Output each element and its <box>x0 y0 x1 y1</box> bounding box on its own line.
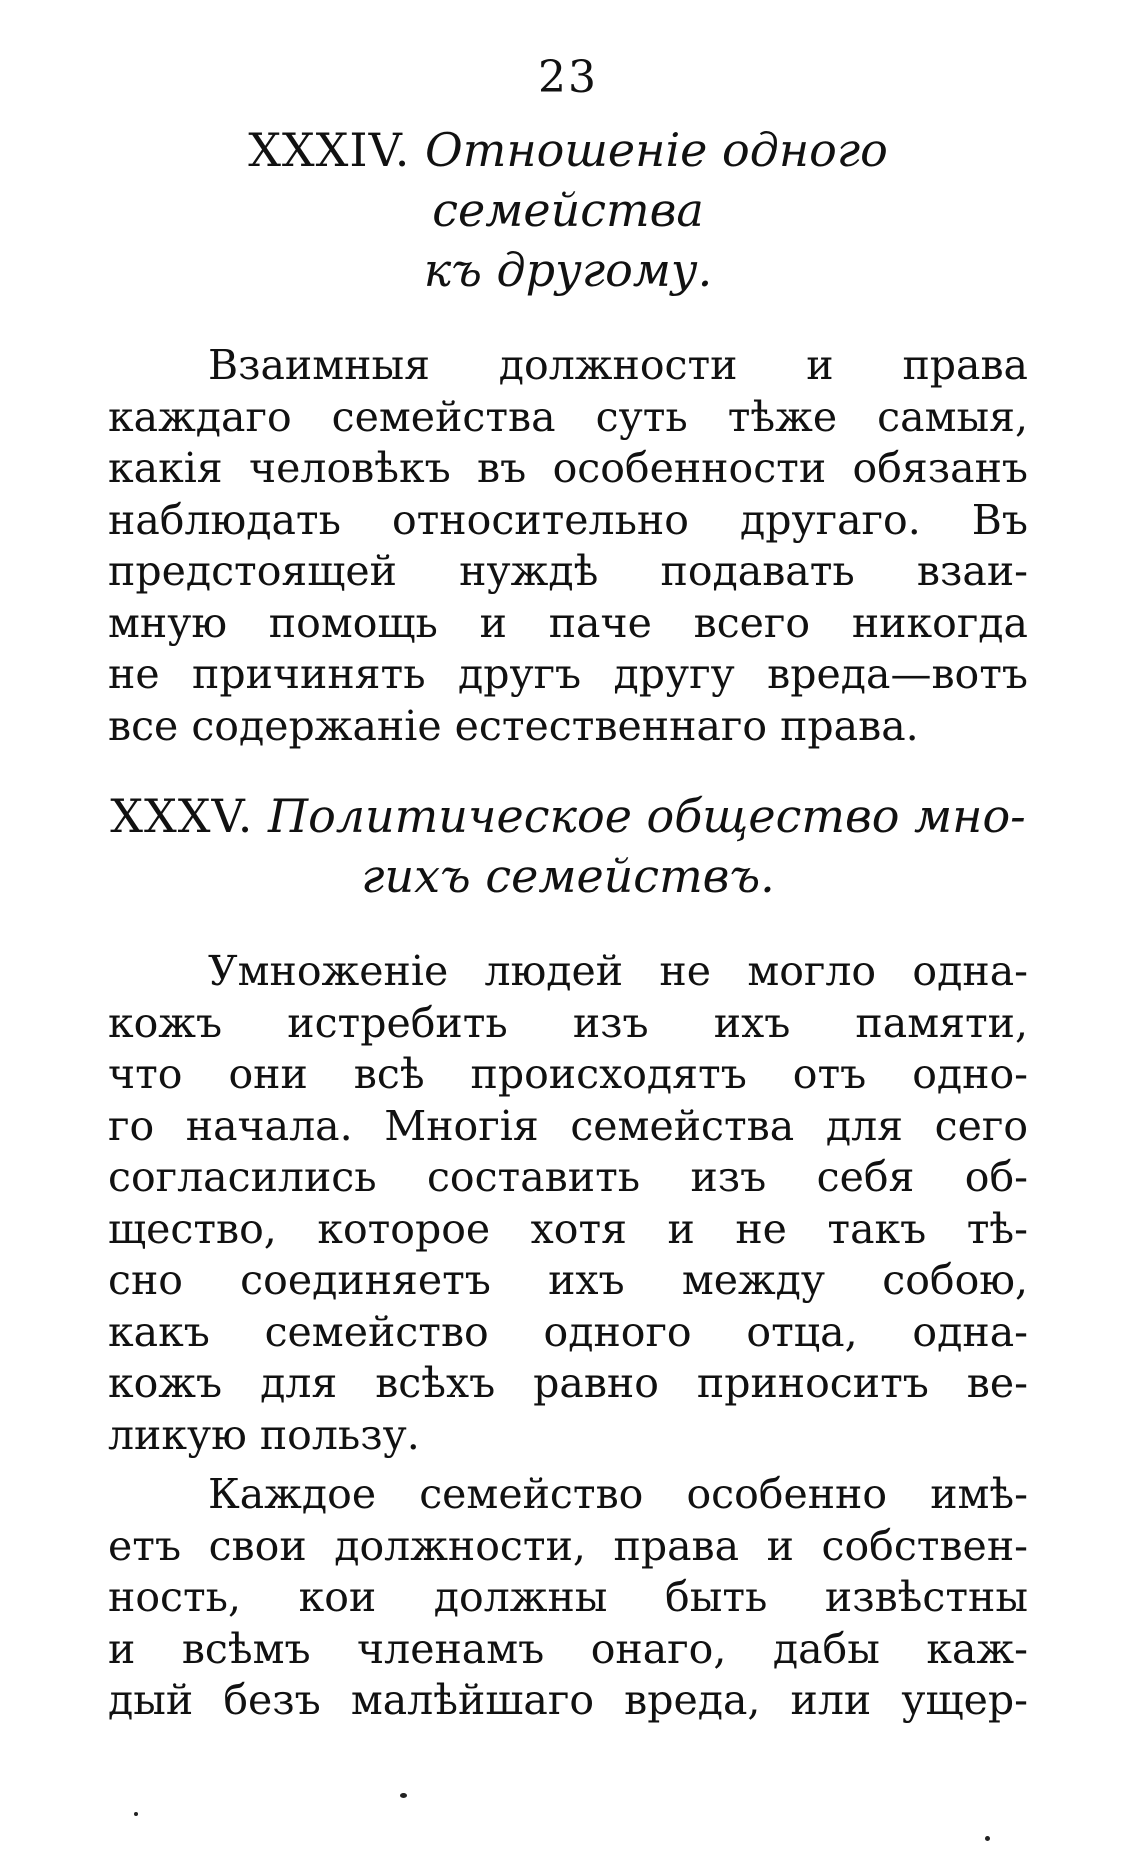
text-line: мную помощь и паче всего никогда <box>108 598 1028 647</box>
section-heading-line-1 <box>108 120 1028 240</box>
section-heading-xxxiv <box>108 120 1028 300</box>
scan-speck <box>985 1836 990 1841</box>
section-numeral: XXXIV. <box>248 123 411 177</box>
text-line: предстоящей нуждѣ подавать взаи- <box>108 547 1028 595</box>
section-heading-xxxv <box>108 786 1028 906</box>
text-line: ликую пользу. <box>108 1410 420 1459</box>
text-line: етъ свои должности, права и собствен- <box>108 1521 1028 1570</box>
text-line: согласились составить изъ себя об- <box>108 1153 1028 1201</box>
paragraph-political-society <box>108 946 1028 1461</box>
text-line: Взаимныя должности и права <box>208 341 1028 389</box>
section-title-continuation: гихъ семействъ. <box>361 849 775 903</box>
paragraph-natural-law <box>108 340 1028 752</box>
text-line: какія человѣкъ въ особенности обязанъ <box>108 444 1028 492</box>
text-line: все содержаніе естественнаго права. <box>108 701 919 750</box>
page-number: 23 <box>538 52 598 103</box>
text-line: кожъ истребить изъ ихъ памяти, <box>108 998 1028 1047</box>
text-line: ность, кои должны быть извѣстны <box>108 1573 1028 1621</box>
section-heading-line-1 <box>108 786 1028 846</box>
section-title: Отношеніе одного семейства <box>425 123 888 237</box>
text-line: сно соединяетъ ихъ между собою, <box>108 1256 1028 1304</box>
scan-speck <box>400 1793 407 1798</box>
text-line: Умноженіе людей не могло одна- <box>208 947 1028 995</box>
scan-speck <box>134 1812 138 1816</box>
text-line: наблюдать относительно другаго. Въ <box>108 495 1028 544</box>
text-line: и всѣмъ членамъ онаго, дабы каж- <box>108 1624 1028 1673</box>
section-title-continuation: къ другому. <box>423 243 713 297</box>
text-line: го начала. Многія семейства для сего <box>108 1101 1028 1150</box>
paragraph-family-duties <box>108 1469 1028 1727</box>
text-line: что они всѣ происходятъ отъ одно- <box>108 1050 1028 1098</box>
text-line: кожъ для всѣхъ равно приноситъ ве- <box>108 1359 1028 1407</box>
book-page <box>108 50 1028 1830</box>
text-line: не причинять другъ другу вреда—вотъ <box>108 650 1028 698</box>
section-title: Политическое общество мно- <box>267 789 1026 843</box>
section-numeral: XXXV. <box>110 789 254 843</box>
text-line: дый безъ малѣйшаго вреда, или ущер- <box>108 1676 1028 1724</box>
text-line: Каждое семейство особенно имѣ- <box>208 1470 1028 1518</box>
text-line: каждаго семейства суть тѣже самыя, <box>108 392 1028 441</box>
text-line: какъ семейство одного отца, одна- <box>108 1307 1028 1356</box>
text-line: щество, которое хотя и не такъ тѣ- <box>108 1204 1028 1253</box>
